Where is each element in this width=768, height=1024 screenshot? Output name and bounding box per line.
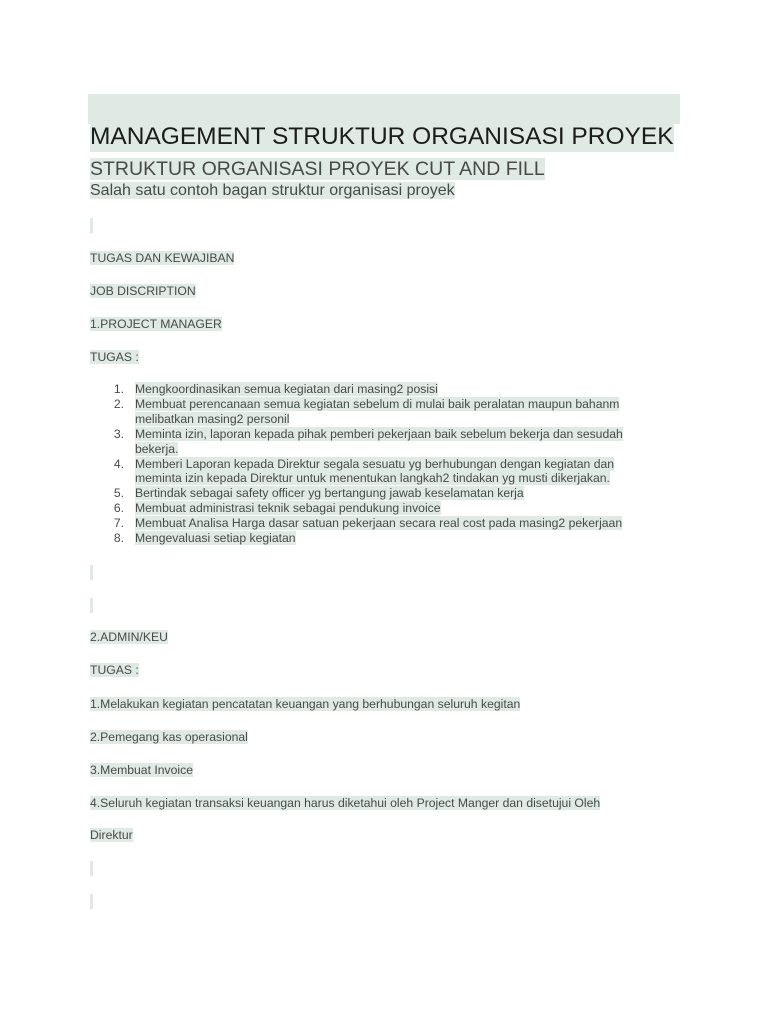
admin-item-3: 3.Membuat Invoice [90,763,193,777]
empty-paragraph-marker [90,598,93,613]
heading-job-description: JOB DISCRIPTION [90,284,196,298]
list-item: 5. Bertindak sebagai safety officer yg bertangung jawab keselamatan kerja [113,486,524,501]
role-project-manager: 1.PROJECT MANAGER [90,317,222,331]
page-subtitle-text: STRUKTUR ORGANISASI PROYEK CUT AND FILL [90,158,545,180]
pm-task-list [90,382,650,546]
empty-paragraph-marker [90,218,93,233]
admin-item-4-continued: Direktur [90,828,133,842]
list-item: 6. Membuat administrasi teknik sebagai pendukung invoice [113,501,441,516]
list-item: 1. Mengkoordinasikan semua kegiatan dari masing2 posisi [113,382,438,396]
list-item: 2. Membuat perencanaan semua kegiatan sebelum di mulai baik peralatan maupun bahanm melibatkan masing2 personil [113,396,620,426]
image-caption-text: Salah satu contoh bagan struktur organisasi proyek [90,182,455,199]
page-title-text: MANAGEMENT STRUKTUR ORGANISASI PROYEK [90,123,674,150]
title-highlight-band [88,94,680,124]
tugas-label-admin: TUGAS : [90,663,139,677]
empty-paragraph-marker [90,861,93,876]
heading-tugas-kewajiban: TUGAS DAN KEWAJIBAN [90,251,235,265]
list-item: 4. Memberi Laporan kepada Direktur segala sesuatu yg berhubungan dengan kegiatan dan meminta izin kepada Direktur untuk menentukan langkah2 tindakan yg musti dikerjakan. [113,456,615,486]
admin-item-1: 1.Melakukan kegiatan pencatatan keuangan yang berhubungan seluruh kegitan [90,697,521,711]
image-caption [90,180,455,202]
role-admin-keu: 2.ADMIN/KEU [90,630,168,644]
list-item: 7. Membuat Analisa Harga dasar satuan pekerjaan secara real cost pada masing2 pekerjaan [113,516,623,531]
page-subtitle [90,157,545,181]
empty-paragraph-marker [90,894,93,909]
admin-item-2: 2.Pemegang kas operasional [90,730,248,744]
list-item: 8. Mengevaluasi setiap kegiatan [113,531,296,546]
admin-item-4: 4.Seluruh kegiatan transaksi keuangan harus diketahui oleh Project Manger dan disetujui Oleh [90,796,601,810]
empty-paragraph-marker [90,565,93,580]
list-item: 3. Meminta izin, laporan kepada pihak pemberi pekerjaan baik sebelum bekerja dan sesudah bekerja. [113,426,623,456]
tugas-label-pm: TUGAS : [90,350,139,364]
page-title [90,122,674,152]
